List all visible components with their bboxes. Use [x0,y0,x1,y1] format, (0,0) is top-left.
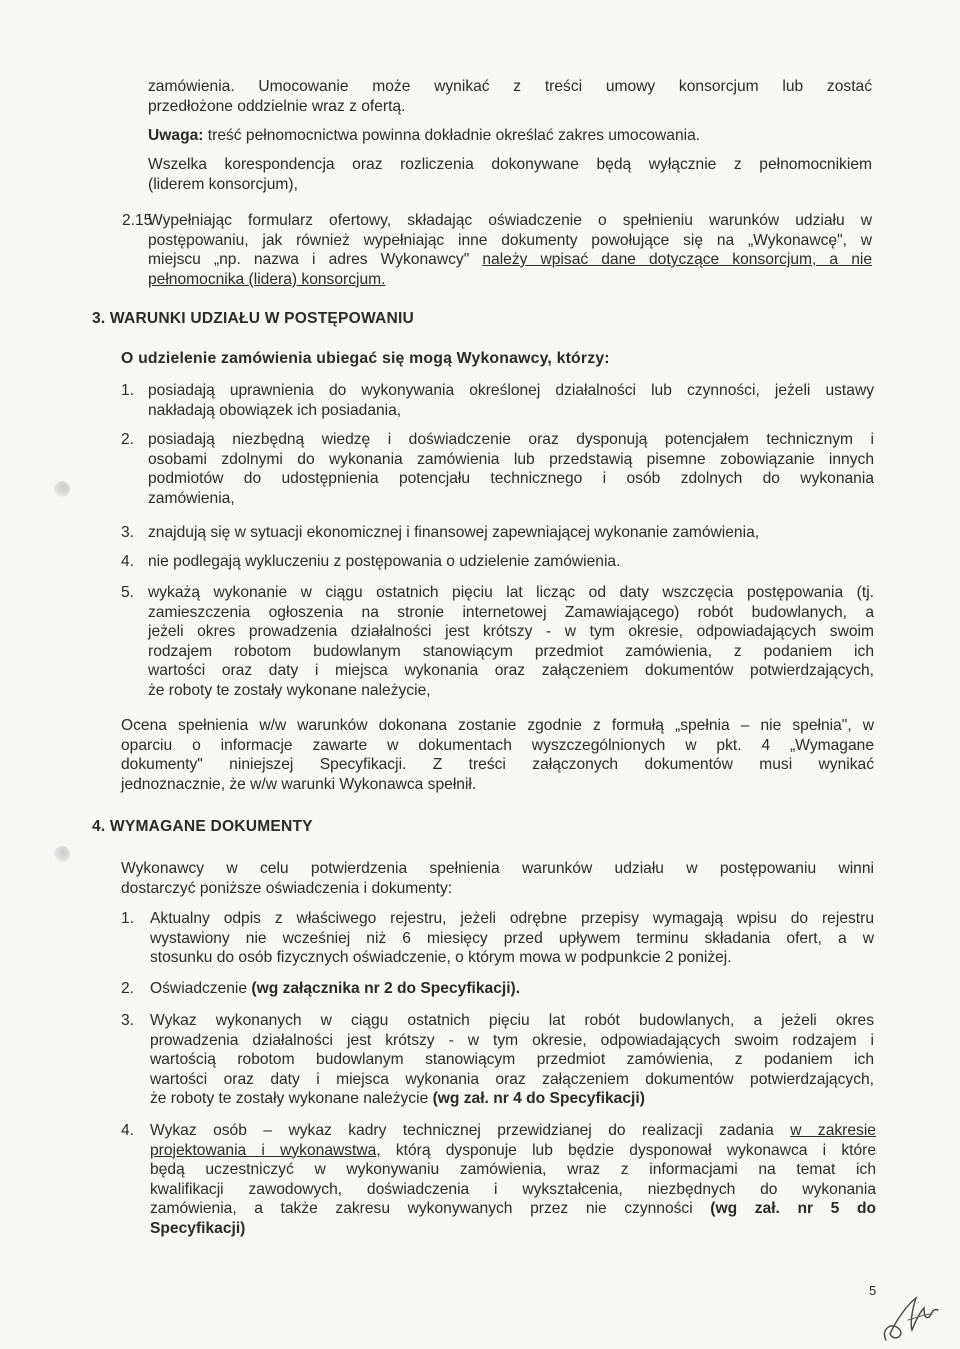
list-item [148,523,874,543]
text-line: Oświadczenie [150,980,252,997]
text-line: Aktualny odpis z właściwego rejestru, jeżeli odrębne przepisy wymagają wpisu do rejestru [150,910,874,927]
text-line: rodzajem robotom budowlanym stanowiącym przedmiot zamówienia, z podaniem ich [148,642,874,660]
text-line: Ocena spełnienia w/w warunków dokonana zostanie zgodnie z formułą „spełnia – nie spełnia", w [121,717,874,734]
text-line: (liderem konsorcjum), [148,175,298,193]
bold-reference: (wg załącznika nr 2 do Specyfikacji). [251,980,521,997]
text-line: dokumenty" niniejszej Specyfikacji. Z treści załączonych dokumentów musi wynikać [121,756,874,773]
list-item [150,1121,876,1238]
section-3-subheading: O udzielenie zamówienia ubiegać się mogą Wykonawcy, którzy: [121,350,610,367]
text-line: kwalifikacji zawodowych, doświadczenia i wykształcenia, niezbędnych do wykonania [150,1180,876,1198]
punch-hole-mark [54,846,70,862]
section-4-heading: 4. WYMAGANE DOKUMENTY [92,818,313,835]
text-line: postępowaniu, jak również wypełniając inne dokumenty powołujące się na „Wykonawcę", w [148,231,872,249]
text-line: nakładają obowiązek ich posiadania, [148,401,402,419]
list-number: 5. [121,584,135,601]
text-line: nie podlegają wykluczeniu z postępowania o udzielenie zamówienia. [148,553,621,570]
text-line: Wykaz osób – wykaz kadry technicznej przewidzianej do realizacji zadania [150,1122,791,1139]
list-item [148,430,874,508]
list-number: 3. [121,524,135,541]
list-number: 4. [121,553,135,570]
text-line: że roboty te zostały wykonane należycie [150,1090,433,1107]
text-line: jeżeli okres prowadzenia działalności jest krótszy - w tym okresie, odpowiadających swoim [148,623,874,640]
list-item [148,381,874,420]
underlined-text: pełnomocnika (lidera) konsorcjum. [148,270,386,288]
text-line: prowadzenia działalności jest krótszy - w tym okresie, odpowiadających swoim rodzajem i [150,1031,874,1049]
bold-reference: (wg zał. nr 5 do [710,1200,876,1217]
correspondence-paragraph [148,155,872,194]
underlined-text: w zakresie [790,1122,876,1139]
text-line: że roboty te zostały wykonane należycie, [148,681,431,699]
text-line: oparciu o informacje zawarte w dokumentach wyszczególnionych w pkt. 4 „Wymagane [121,736,874,754]
uwaga-label: Uwaga: [148,127,204,144]
underlined-text: projektowania i wykonawstwa [150,1141,377,1159]
signature-mark [872,1290,944,1348]
punch-hole-mark [54,481,70,497]
list-number: 4. [121,1122,135,1139]
list-item [148,583,874,700]
list-item [150,909,874,968]
evaluation-paragraph [121,716,874,794]
consortium-paragraph [148,77,872,116]
list-item [150,979,874,999]
text-line: posiadają uprawnienia do wykonywania określonej działalności lub czynności, jeżeli ustawy [148,382,874,399]
text-line: Wypełniając formularz ofertowy, składając oświadczenie o spełnieniu warunków udziału w [148,212,872,229]
text-line: podmiotów do udostępnienia potencjału technicznego i osób zdolnych do wykonania [148,470,874,487]
list-number: 3. [121,1012,135,1029]
text-line: zamówienia, [148,489,235,507]
text-line: będą uczestniczyć w wykonywaniu zamówienia, wraz z informacjami na temat ich [150,1161,876,1178]
list-number: 2. [121,980,135,997]
text-line: przedłożone oddzielnie wraz z ofertą. [148,97,406,115]
section-4-intro [121,859,874,898]
text-line: Wykonawcy w celu potwierdzenia spełnienia warunków udziału w postępowaniu winni [121,860,874,877]
list-item [148,552,874,572]
text-line: miejscu „np. nazwa i adres Wykonawcy" [148,251,483,268]
text-line: wartością robotom budowlanym stanowiącym przedmiot zamówienia, z podaniem ich [150,1051,874,1068]
section-number-2-15: 2.15 [122,212,153,229]
text-line: posiadają niezbędną wiedzę i doświadczenie oraz dysponują potencjałem technicznym i [148,431,874,448]
list-number: 1. [121,910,135,927]
text-line: , którą dysponuje lub będzie dysponował wykonawca i które [376,1141,877,1159]
text-line: wartości oraz daty i miejsca wykonania oraz załączeniem dokumentów potwierdzających, [150,1070,874,1088]
text-line: stosunku do osób fizycznych oświadczenie, o którym mowa w podpunkcie 2 poniżej. [150,949,732,966]
list-number: 1. [121,382,135,399]
uwaga-text: treść pełnomocnictwa powinna dokładnie określać zakres umocowania. [203,127,701,144]
text-line: dostarczyć poniższe oświadczenia i dokumenty: [121,879,453,897]
text-line: zamówienia, a także zakresu wykonywanych przez nie czynności [150,1200,711,1217]
page-number: 5 [869,1283,877,1298]
uwaga-note [148,126,872,146]
underlined-text: należy wpisać dane dotyczące konsorcjum, a nie [482,251,872,268]
bold-reference: (wg zał. nr 4 do Specyfikacji) [432,1090,645,1107]
text-line: Wszelka korespondencja oraz rozliczenia dokonywane będą wyłącznie z pełnomocnikiem [148,156,872,173]
text-line: zamówienia. Umocowanie może wynikać z treści umowy konsorcjum lub zostać [148,78,872,95]
text-line: wykażą wykonanie w ciągu ostatnich pięciu lat licząc od daty wszczęcia postępowania (tj. [148,584,874,601]
text-line: znajdują się w sytuacji ekonomicznej i finansowej zapewniającej wykonanie zamówienia, [148,524,760,541]
text-line: wystawiony nie wcześniej niż 6 miesięcy przed upływem terminu składania ofert, a w [150,929,874,947]
text-line: jednoznacznie, że w/w warunki Wykonawca spełnił. [121,775,477,793]
section-2-15-text [148,211,872,289]
list-item [150,1011,874,1109]
text-line: zamieszczenia ogłoszenia na stronie internetowej Zamawiającego) robót budowlanych, a [148,603,874,621]
text-line: wartości oraz daty i miejsca wykonania oraz załączeniem dokumentów potwierdzających, [148,662,874,679]
text-line: Wykaz wykonanych w ciągu ostatnich pięciu lat robót budowlanych, a jeżeli okres [150,1012,874,1029]
bold-reference: Specyfikacji) [150,1219,246,1237]
list-number: 2. [121,431,135,448]
section-3-heading: 3. WARUNKI UDZIAŁU W POSTĘPOWANIU [92,310,414,327]
text-line: osobami zdolnymi do wykonania zamówienia lub przedstawią pisemne zobowiązanie innych [148,450,874,468]
